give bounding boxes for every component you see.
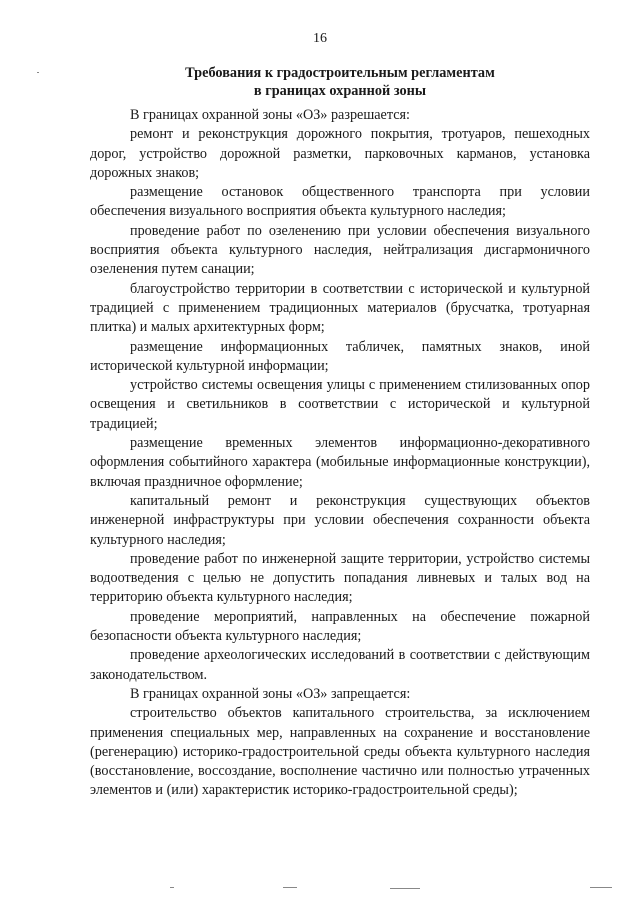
paragraph-landscaping: благоустройство территории в соответствии с исторической и культурной традицией с применением традиционных материалов (брусчатка, тротуарная плитка) и малых архитектурных форм; bbox=[90, 280, 590, 336]
scan-speck bbox=[170, 887, 174, 888]
paragraph-fire-safety: проведение мероприятий, направленных на обеспечение пожарной безопасности объекта культурного наследия; bbox=[90, 608, 590, 645]
paragraph-archaeology: проведение археологических исследований в соответствии с действующим законодательством. bbox=[90, 647, 590, 683]
section-title bbox=[90, 64, 590, 100]
paragraph-infrastructure-repair: капитальный ремонт и реконструкция существующих объектов инженерной инфраструктуры при условии обеспечения сохранности объекта культурного наследия; bbox=[90, 492, 590, 548]
paragraph-info-signs: размещение информационных табличек, памятных знаков, иной исторической культурной информации; bbox=[90, 338, 590, 374]
paragraph-construction-ban: строительство объектов капитального строительства, за исключением применения специальных мер, направленных на сохранение и восстановление (регенерацию) историко-градостроительной среды объекта культурного наследия (восстановление, воссоздание, восполнение частично или полностью утраченных элементов и (или) характеристик историко-градостроительной среды); bbox=[90, 705, 590, 799]
paragraph-transport-stops: размещение остановок общественного транспорта при условии обеспечения визуального восприятия объекта культурного наследия; bbox=[90, 184, 590, 220]
paragraph-permitted-intro: В границах охранной зоны «ОЗ» разрешается: bbox=[130, 107, 410, 123]
scan-speck bbox=[37, 72, 39, 73]
paragraph-road-repair: ремонт и реконструкция дорожного покрытия, тротуаров, пешеходных дорог, устройство дорожной разметки, парковочных карманов, установка дорожных знаков; bbox=[90, 126, 590, 181]
document-body bbox=[90, 106, 590, 801]
paragraph-temporary-decor: размещение временных элементов информационно-декоративного оформления событийного характера (мобильные информационные конструкции), включая праздничное оформление; bbox=[90, 435, 590, 490]
paragraph-prohibited-intro: В границах охранной зоны «ОЗ» запрещается: bbox=[130, 685, 411, 702]
page-number: 16 bbox=[313, 31, 327, 46]
paragraph-engineering-protection: проведение работ по инженерной защите территории, устройство системы водоотведения с целью не допустить попадания ливневых и талых вод на территорию объекта культурного наследия; bbox=[90, 550, 590, 606]
section-title-line-2: в границах охранной зоны bbox=[253, 83, 427, 99]
scan-speck bbox=[283, 887, 297, 888]
section-title-line-1: Требования к градостроительным регламентам bbox=[185, 65, 495, 81]
scan-speck bbox=[590, 887, 612, 888]
scan-speck bbox=[390, 888, 420, 889]
paragraph-greening: проведение работ по озеленению при условии обеспечения визуального восприятия объекта культурного наследия, нейтрализация дисгармоничного озеленения путем санации; bbox=[90, 222, 590, 278]
paragraph-street-lighting: устройство системы освещения улицы с применением стилизованных опор освещения и светильников в соответствии с исторической и культурной традицией; bbox=[90, 377, 590, 432]
